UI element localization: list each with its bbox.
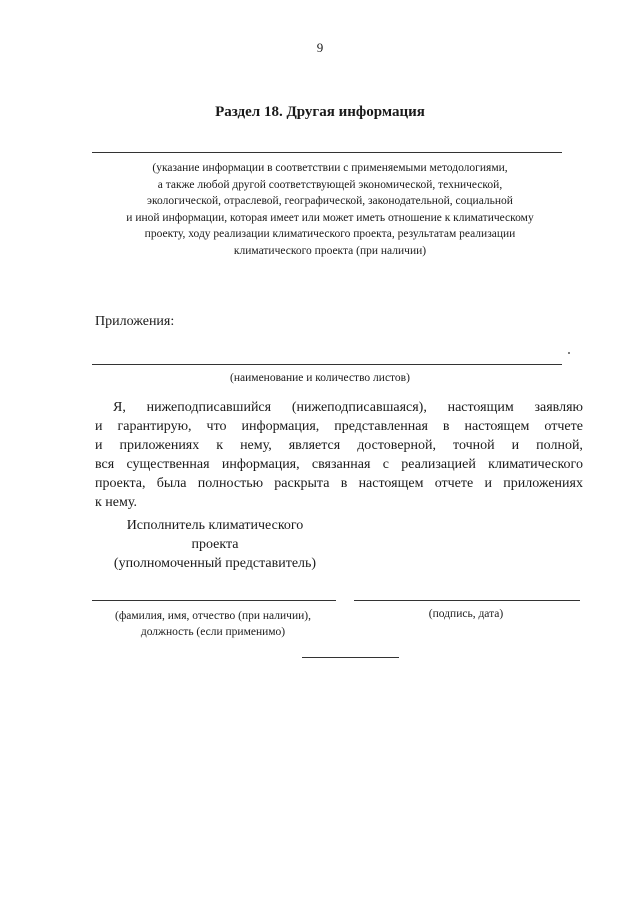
signer-title <box>90 516 340 573</box>
declaration-word: что <box>206 419 227 434</box>
declaration-word: настоящим <box>447 400 514 415</box>
declaration-word: и <box>95 438 103 453</box>
declaration-word: и <box>484 476 492 491</box>
declaration-line <box>95 455 583 474</box>
declaration-word: проекта, <box>95 476 146 491</box>
declaration-word: раскрыта <box>274 476 330 491</box>
declaration-word: в <box>442 419 450 434</box>
declaration-word: информация, <box>241 419 320 434</box>
declaration-word: к нему. <box>95 495 137 510</box>
name-caption-line: должность (если применимо) <box>140 626 286 638</box>
declaration-word: Я, <box>113 400 126 415</box>
declaration-word: климатического <box>488 457 583 472</box>
declaration-word: отчете <box>544 419 583 434</box>
declaration-word: в <box>340 476 348 491</box>
page-number: 9 <box>316 40 324 55</box>
declaration-word: с <box>382 457 389 472</box>
appendix-hint: (наименование и количество листов) <box>230 372 410 384</box>
declaration-line <box>95 493 583 512</box>
declaration-word: достоверной, <box>357 438 437 453</box>
declaration-word: отчете <box>434 476 474 491</box>
signer-title-line: проекта <box>191 537 239 552</box>
signature-caption: (подпись, дата) <box>428 608 504 620</box>
scan-speck <box>568 352 570 354</box>
declaration-line <box>95 474 583 493</box>
declaration-word: приложениях <box>119 438 200 453</box>
declaration-word: была <box>156 476 187 491</box>
appendix-fill-line <box>92 364 562 365</box>
declaration-word: и <box>95 419 103 434</box>
name-signature-line <box>92 600 336 601</box>
name-caption <box>88 608 338 640</box>
declaration-word: и <box>511 438 520 453</box>
declaration-word: настоящем <box>464 419 530 434</box>
signer-title-line: (уполномоченный представитель) <box>113 556 317 571</box>
declaration-word: связанная <box>311 457 371 472</box>
declaration-word: нижеподписавшийся <box>146 400 272 415</box>
declaration-word: настоящем <box>358 476 424 491</box>
hint-line: а также любой другой соответствующей экономической, технической, <box>157 178 503 191</box>
hint-line: климатического проекта (при наличии) <box>233 244 427 257</box>
declaration-word: является <box>288 438 341 453</box>
declaration-word: приложениях <box>503 476 583 491</box>
declaration-word: заявляю <box>534 400 583 415</box>
section-title: Раздел 18. Другая информация <box>215 104 425 120</box>
signer-title-line: Исполнитель климатического <box>126 518 304 533</box>
other-info-hint <box>90 160 570 259</box>
hint-line: проекту, ходу реализации климатического проекта, результатам реализации <box>144 228 516 240</box>
signature-line <box>354 600 580 601</box>
hint-line: и иной информации, которая имеет или может иметь отношение к климатическому <box>126 211 534 224</box>
declaration-word: точной <box>453 438 495 453</box>
appendix-label: Приложения: <box>95 314 175 329</box>
declaration-word: (нижеподписавшаяся), <box>291 400 427 415</box>
hint-line: экологической, отраслевой, географической, законодательной, социальной <box>147 195 513 207</box>
declaration-word: существенная <box>126 457 210 472</box>
declaration-word: гарантирую, <box>117 419 192 434</box>
hint-line: (указание информации в соответствии с применяемыми методологиями, <box>152 162 508 174</box>
declaration-word: нему, <box>240 438 272 453</box>
declaration-line <box>95 436 583 455</box>
declaration-word: полностью <box>197 476 264 491</box>
declaration-line <box>95 417 583 436</box>
declaration-word: информация, <box>221 457 300 472</box>
name-caption-line: (фамилия, имя, отчество (при наличии), <box>115 610 311 622</box>
declaration-word: к <box>216 438 224 453</box>
declaration-word: полной, <box>536 438 583 453</box>
other-info-fill-line <box>92 152 562 153</box>
declaration-line <box>95 398 583 417</box>
declaration-paragraph <box>95 398 583 512</box>
declaration-word: реализацией <box>401 457 476 472</box>
declaration-word: представленная <box>334 419 428 434</box>
declaration-word: вся <box>95 457 115 472</box>
end-of-form-line <box>302 657 399 658</box>
